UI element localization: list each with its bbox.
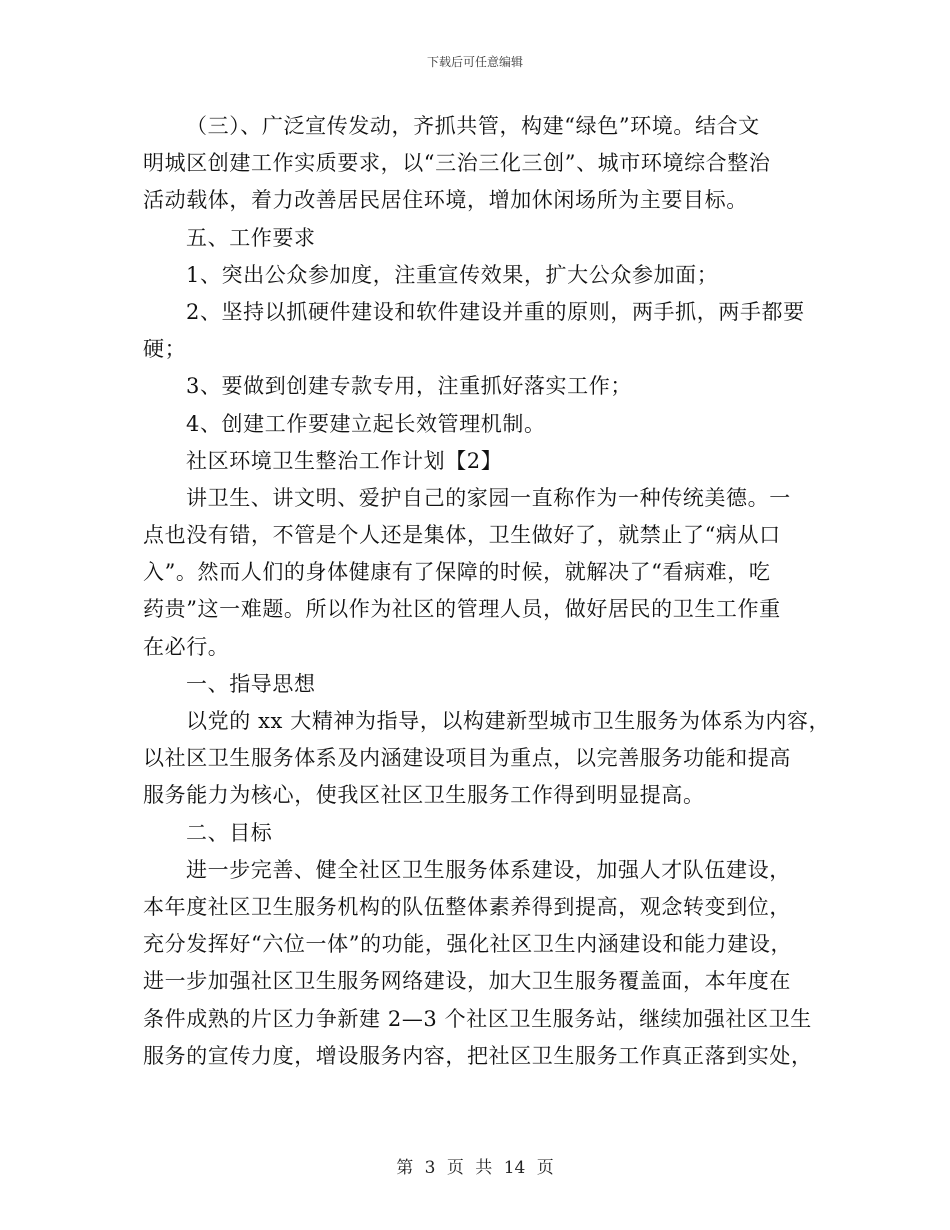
- paragraph-line: 点也没有错，不管是个人还是集体，卫生做好了，就禁止了“病从口: [143, 523, 781, 548]
- document-subtitle: 社区环境卫生整治工作计划【2】: [186, 448, 503, 473]
- paragraph-line: 服务能力为核心，使我区社区卫生服务工作得到明显提高。: [143, 783, 705, 808]
- paragraph-line: 服务的宣传力度，增设服务内容，把社区卫生服务工作真正落到实处，: [143, 1043, 813, 1068]
- list-item: 3、要做到创建专款专用，注重抓好落实工作；: [186, 374, 632, 399]
- paragraph-line: 入”。然而人们的身体健康有了保障的时候，就解决了“看病难，吃: [143, 560, 771, 585]
- paragraph-line: 活动载体，着力改善居民居住环境，增加休闲场所为主要目标。: [143, 188, 748, 213]
- paragraph-line: 条件成熟的片区力争新建 2—3 个社区卫生服务站，继续加强社区卫生: [143, 1006, 812, 1031]
- paragraph-line: 本年度社区卫生服务机构的队伍整体素养得到提高，观念转变到位，: [143, 894, 791, 919]
- paragraph-line: 讲卫生、讲文明、爱护自己的家园一直称作为一种传统美德。一: [186, 485, 791, 510]
- paragraph-line: 充分发挥好“六位一体”的功能，强化社区卫生内涵建设和能力建设，: [143, 932, 793, 957]
- document-body: [143, 108, 831, 1075]
- paragraph-line: 在必行。: [143, 634, 230, 659]
- paragraph-line: 以社区卫生服务体系及内涵建设项目为重点，以完善服务功能和提高: [143, 746, 791, 771]
- paragraph-line: 药贵”这一难题。所以作为社区的管理人员，做好居民的卫生工作重: [143, 597, 781, 622]
- list-item: 1、突出公众参加度，注重宣传效果，扩大公众参加面；: [186, 262, 719, 287]
- paragraph-line: （三）、广泛宣传发动，齐抓共管，构建“绿色”环境。结合文: [186, 114, 760, 138]
- paragraph-line: 以党的 xx 大精神为指导，以构建新型城市卫生服务为体系为内容，: [186, 709, 831, 733]
- page-header-note: 下载后可任意编辑: [426, 55, 523, 69]
- section-heading: 一、指导思想: [186, 671, 316, 696]
- list-item: 2、坚持以抓硬件建设和软件建设并重的原则，两手抓，两手都要: [186, 299, 805, 324]
- paragraph-line: 进一步加强社区卫生服务网络建设，加大卫生服务覆盖面，本年度在: [143, 969, 791, 994]
- paragraph-line: 进一步完善、健全社区卫生服务体系建设，加强人才队伍建设，: [186, 857, 791, 882]
- page-number: 第 3 页 共 14 页: [396, 1158, 554, 1178]
- list-item-continuation: 硬；: [143, 337, 187, 362]
- list-item: 4、创建工作要建立起长效管理机制。: [186, 411, 546, 436]
- paragraph-line: 明城区创建工作实质要求，以“三治三化三创”、城市环境综合整治: [143, 151, 771, 176]
- section-heading: 二、目标: [186, 820, 273, 845]
- section-heading: 五、工作要求: [186, 225, 316, 250]
